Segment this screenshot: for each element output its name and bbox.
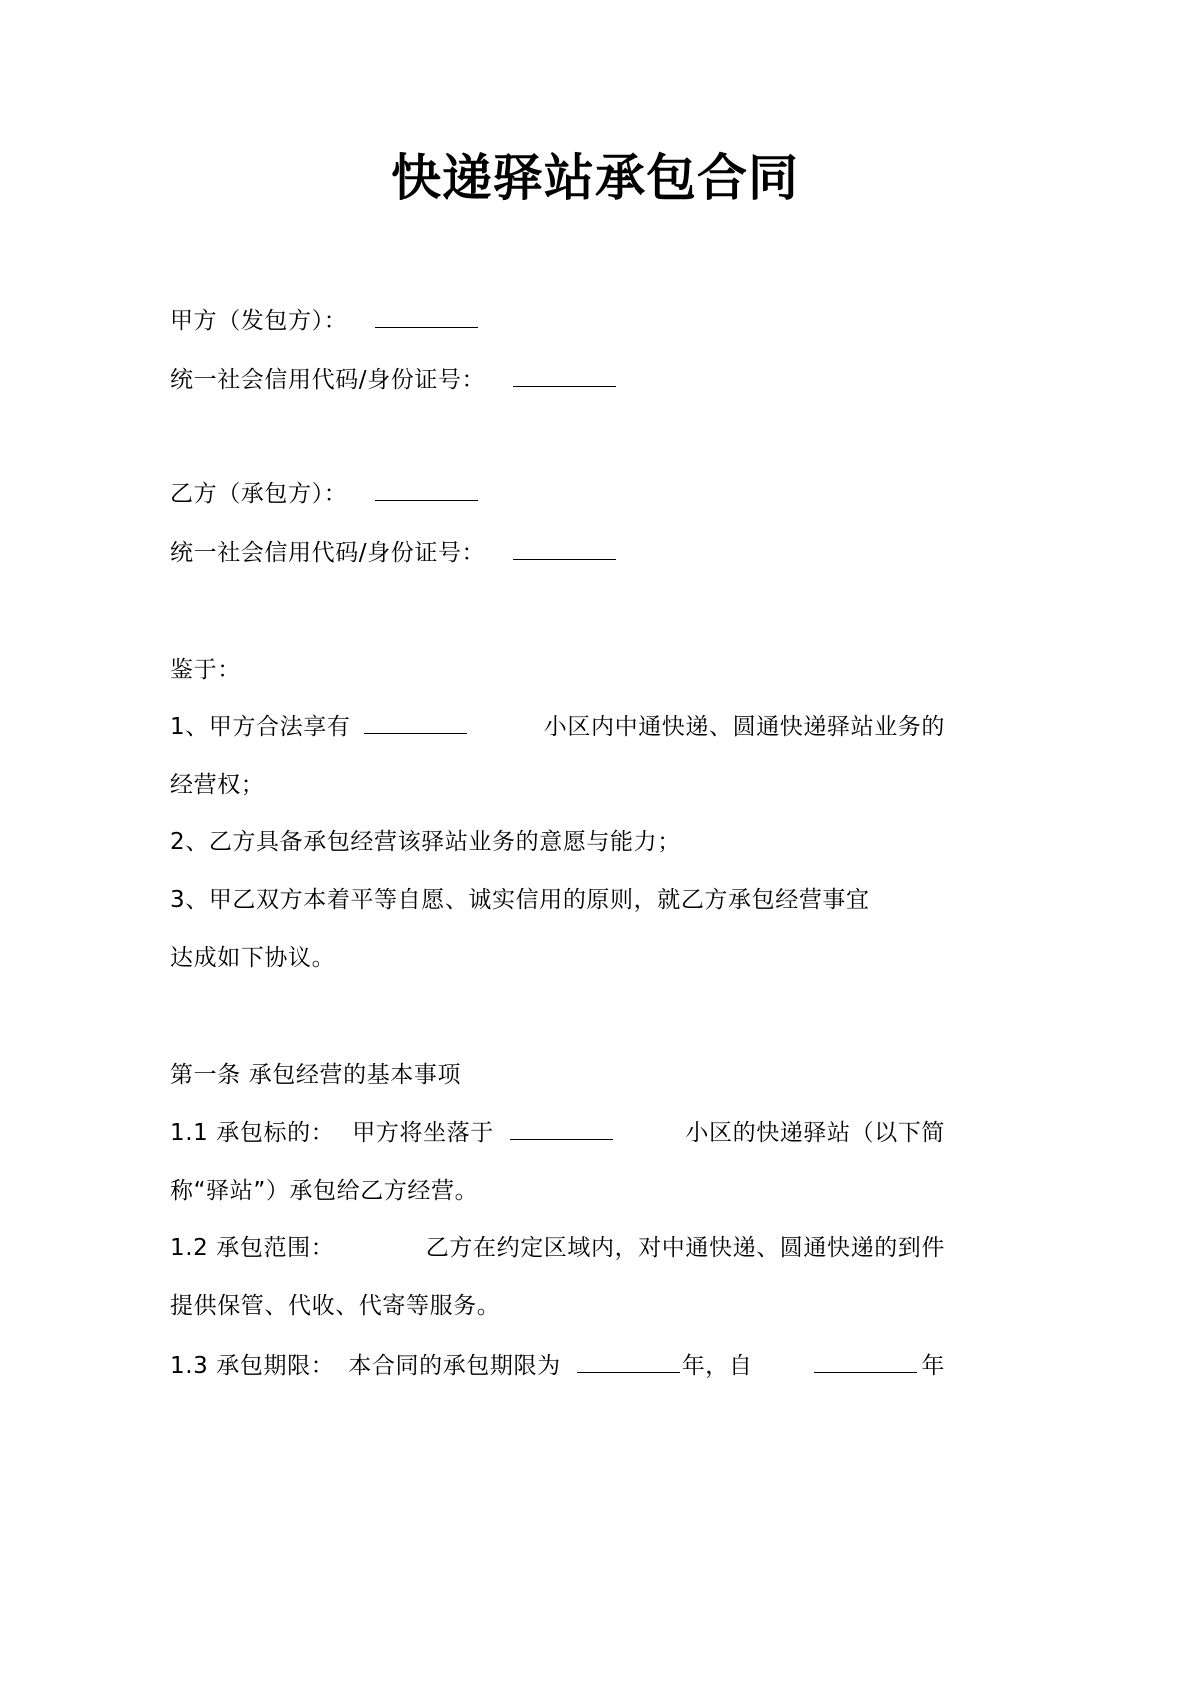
station-community-blank[interactable] xyxy=(510,1117,613,1140)
section-1-2-text-a: 乙方在约定区域内，对中通快递、圆通快递的到件 xyxy=(425,1235,945,1261)
party-b-id-label: 统一社会信用代码/身份证号： xyxy=(170,540,486,566)
party-a-line xyxy=(170,305,945,337)
section-1-3 xyxy=(170,1350,945,1382)
party-b-id-line xyxy=(170,537,945,569)
section-1-1-label: 1.1 承包标的： xyxy=(170,1120,335,1146)
section-1-3-label: 1.3 承包期限： xyxy=(170,1353,335,1379)
whereas-item-2: 2、乙方具备承包经营该驿站业务的意愿与能力； xyxy=(170,829,681,855)
party-b-line xyxy=(170,478,945,510)
section-1-3-text-b: 年，自 xyxy=(681,1353,753,1379)
whereas-item-1-text-b: 小区内中通快递、圆通快递驿站业务的 xyxy=(543,714,945,740)
start-year-blank[interactable] xyxy=(814,1350,917,1373)
section-1-2-label: 1.2 承包范围： xyxy=(170,1235,335,1261)
party-a-id-label: 统一社会信用代码/身份证号： xyxy=(170,367,486,393)
party-a-name-blank[interactable] xyxy=(375,305,478,328)
document-title: 快递驿站承包合同 xyxy=(391,148,799,207)
section-1-1-text-b: 小区的快递驿站（以下简 xyxy=(685,1120,945,1146)
section-1-1-cont: 称“驿站”）承包给乙方经营。 xyxy=(170,1178,479,1204)
section-1-1-text-a: 甲方将坐落于 xyxy=(352,1120,494,1146)
section-1-3-text-c: 年 xyxy=(921,1353,945,1379)
whereas-item-1 xyxy=(170,711,945,743)
section-1-3-text-a: 本合同的承包期限为 xyxy=(348,1353,561,1379)
section-1-2-cont: 提供保管、代收、代寄等服务。 xyxy=(170,1293,501,1319)
section-1-2 xyxy=(170,1232,945,1264)
section-1-1 xyxy=(170,1117,945,1149)
whereas-item-3-cont: 达成如下协议。 xyxy=(170,945,336,971)
party-a-label: 甲方（发包方）： xyxy=(170,308,348,334)
party-a-id-line xyxy=(170,364,945,396)
whereas-item-1-cont: 经营权； xyxy=(170,772,265,798)
party-a-id-blank[interactable] xyxy=(513,364,616,387)
party-b-name-blank[interactable] xyxy=(375,478,478,501)
party-b-label: 乙方（承包方）： xyxy=(170,481,348,507)
whereas-heading: 鉴于： xyxy=(170,657,241,683)
article-1-heading: 第一条 承包经营的基本事项 xyxy=(170,1062,462,1088)
community-name-blank[interactable] xyxy=(364,711,467,734)
term-years-blank[interactable] xyxy=(577,1350,680,1373)
party-b-id-blank[interactable] xyxy=(513,537,616,560)
whereas-item-3: 3、甲乙双方本着平等自愿、诚实信用的原则，就乙方承包经营事宜 xyxy=(170,887,870,913)
whereas-item-1-text-a: 1、甲方合法享有 xyxy=(170,714,351,740)
